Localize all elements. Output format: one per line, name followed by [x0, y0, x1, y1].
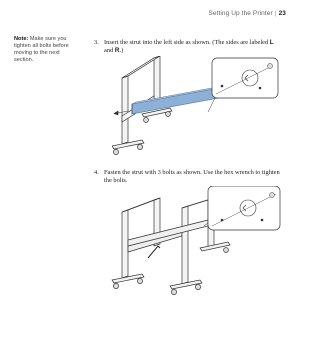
step-4: [94, 169, 284, 185]
strut-fastening-illustration: [108, 186, 284, 304]
step-text: Fasten the strut with 3 bolts as shown. Use the hex wrench to tighten the bolts.: [104, 169, 280, 184]
bolt-detail-callout: [204, 186, 280, 230]
running-header: [208, 10, 286, 17]
step-text-part: and: [104, 47, 115, 54]
note-label: Note:: [14, 36, 29, 42]
step-number: 3.: [94, 39, 99, 46]
section-title: Setting Up the Printer: [208, 10, 273, 17]
step-text-part: .): [119, 47, 124, 54]
step-text: [94, 39, 284, 55]
step-3: [94, 39, 284, 55]
note-text: Make sure you tighten all bolts before moving to the next section.: [14, 36, 69, 63]
side-label-r: R: [114, 47, 120, 54]
page-number: 23: [278, 10, 286, 17]
margin-note: [14, 36, 80, 64]
detail-callout: [208, 58, 278, 112]
side-label-l: L: [269, 39, 274, 46]
header-separator: |: [274, 10, 277, 17]
strut-insertion-illustration: [112, 56, 282, 166]
step-text-part: Insert the strut into the left side as shown. (The sides are labeled: [104, 39, 270, 46]
step-number: 4.: [94, 169, 99, 176]
